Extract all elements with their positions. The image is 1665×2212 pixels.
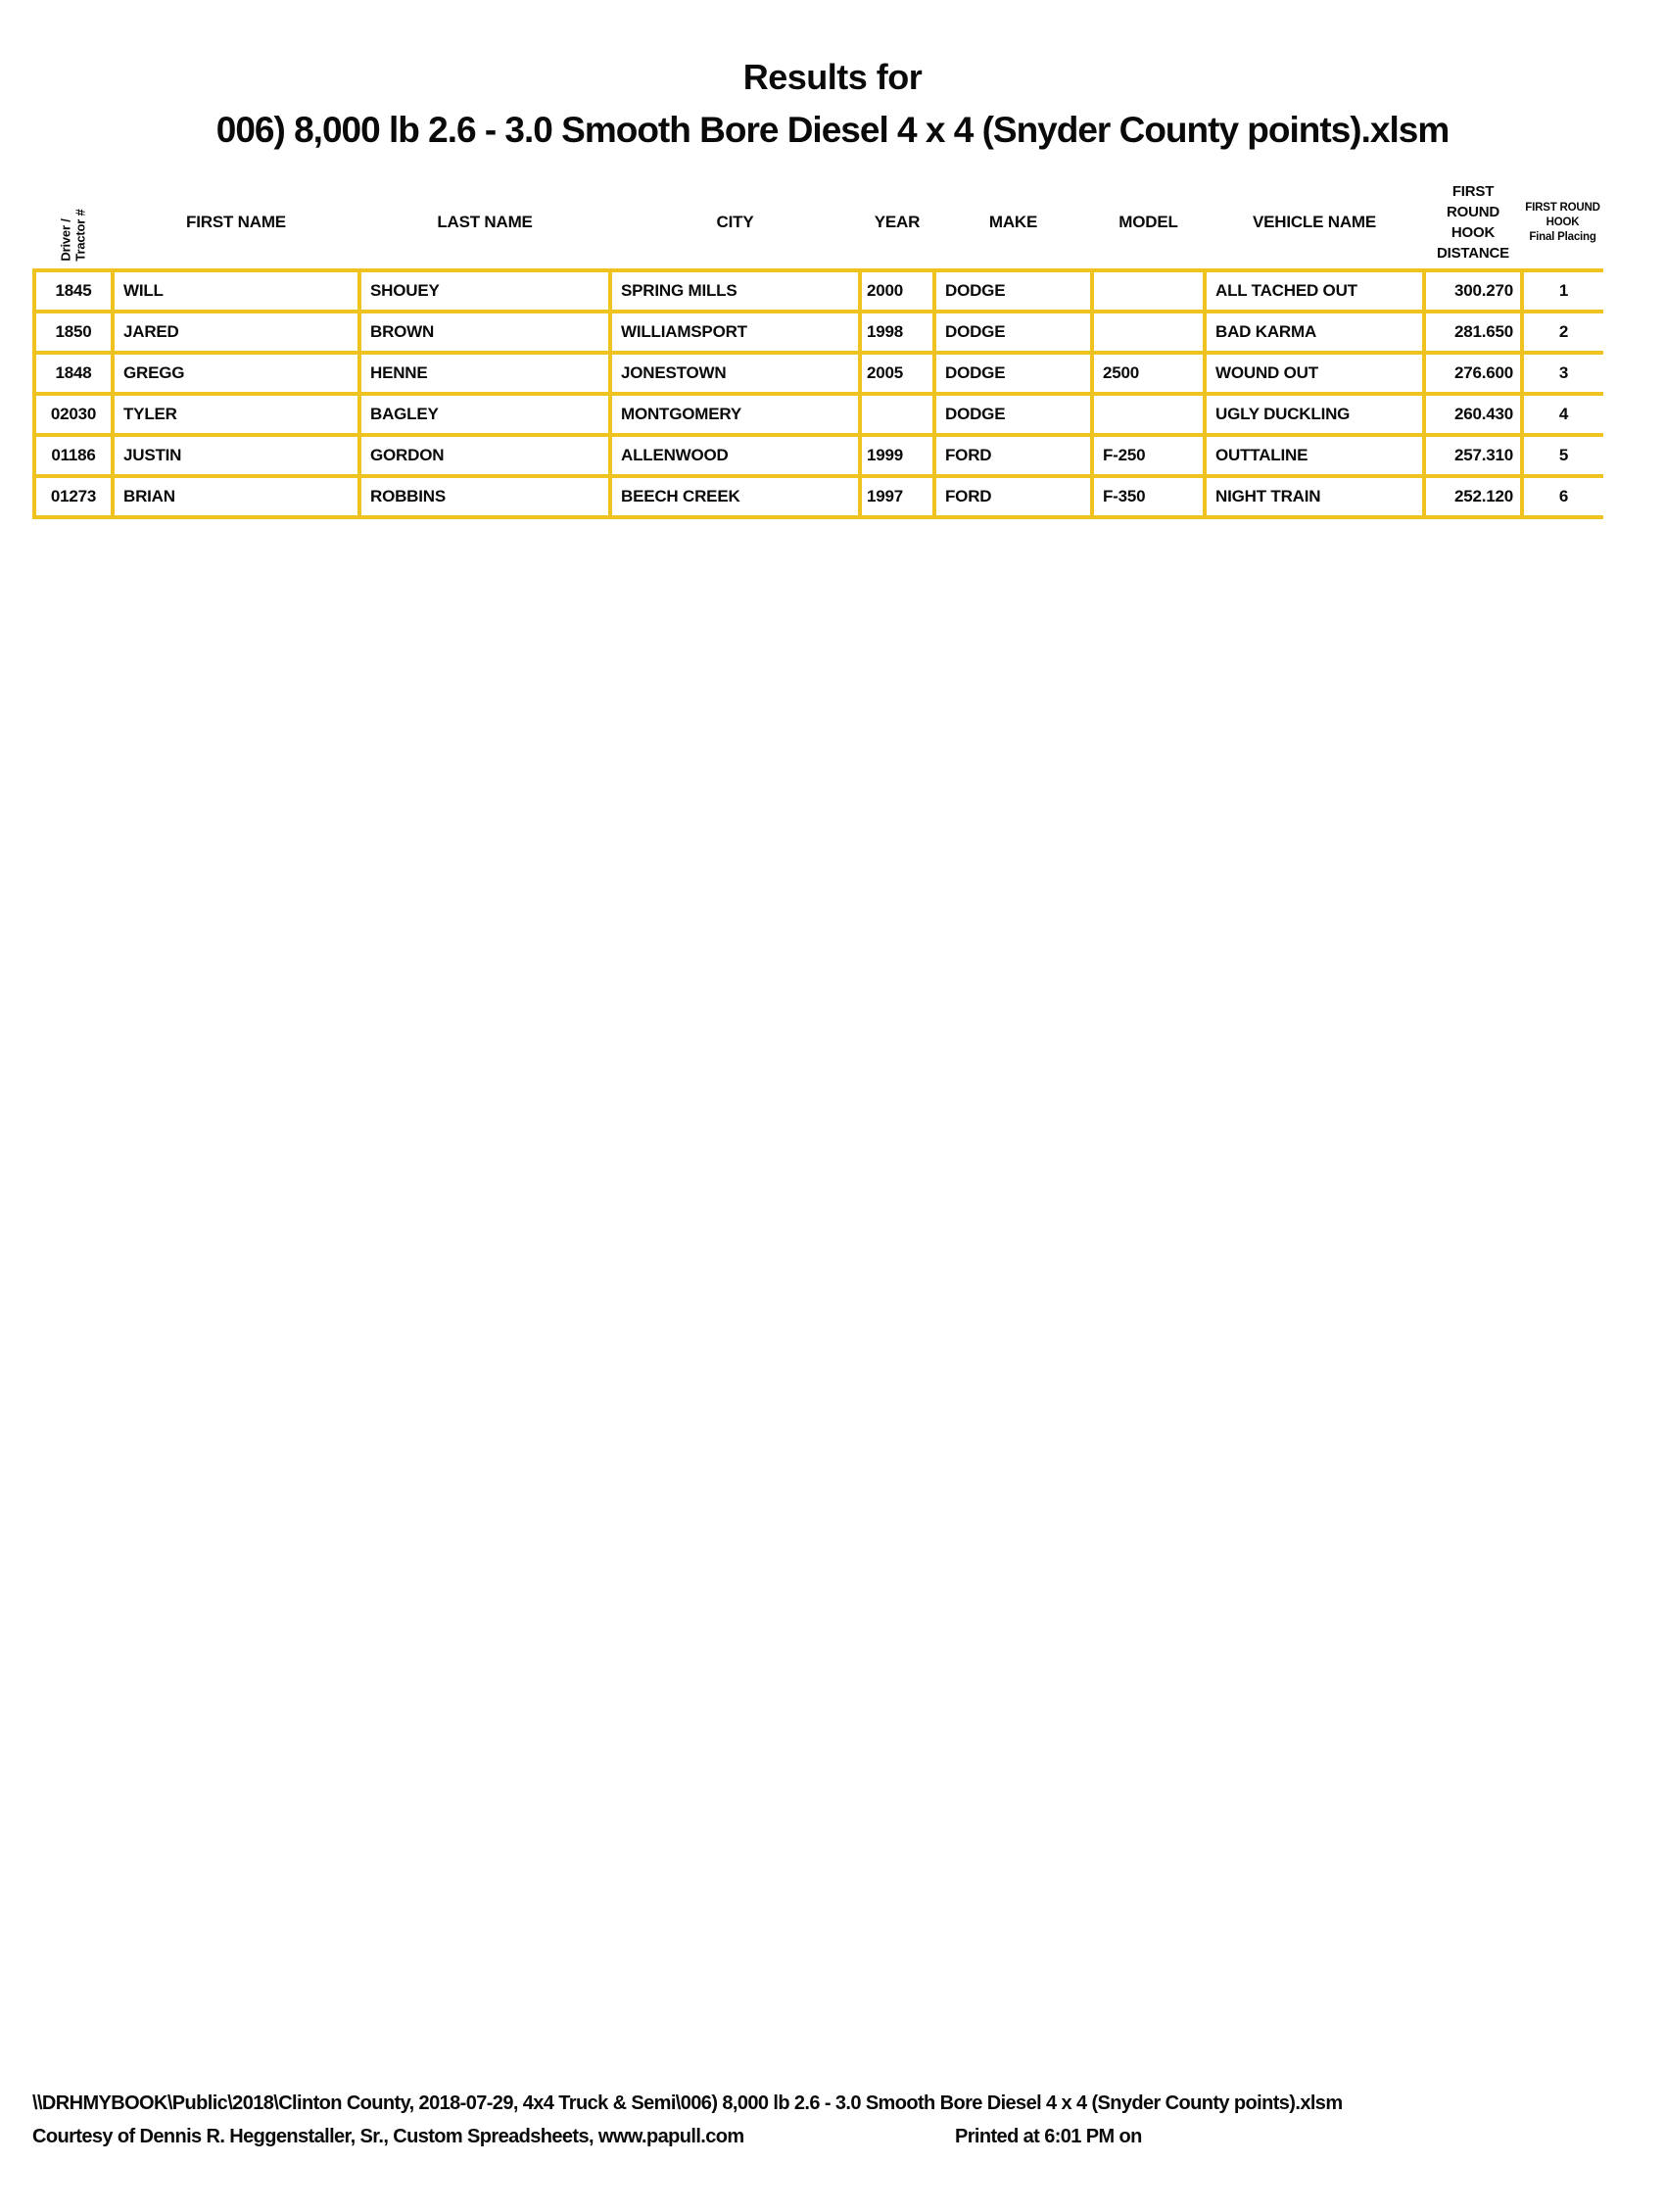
cell-placing: 4 bbox=[1522, 394, 1603, 435]
driver-label-line1: Driver / bbox=[59, 218, 73, 262]
cell-distance: 276.600 bbox=[1424, 353, 1522, 394]
cell-placing: 5 bbox=[1522, 435, 1603, 476]
cell-year: 2005 bbox=[860, 353, 934, 394]
cell-last: HENNE bbox=[359, 353, 610, 394]
cell-distance: 260.430 bbox=[1424, 394, 1522, 435]
cell-driver: 01273 bbox=[34, 476, 113, 517]
distance-header-line1: FIRST bbox=[1451, 183, 1495, 200]
distance-header-line3: HOOK bbox=[1451, 224, 1496, 241]
header-vehicle-name: VEHICLE NAME bbox=[1252, 213, 1377, 231]
distance-header-line4: DISTANCE bbox=[1437, 245, 1509, 262]
cell-city: SPRING MILLS bbox=[610, 270, 860, 312]
cell-city: ALLENWOOD bbox=[610, 435, 860, 476]
placing-header-line2: HOOK bbox=[1546, 216, 1580, 228]
printed-results-page bbox=[0, 57, 1665, 2212]
header-city: CITY bbox=[716, 213, 754, 231]
cell-year: 1999 bbox=[860, 435, 934, 476]
cell-model: F-350 bbox=[1092, 476, 1205, 517]
table-row bbox=[34, 394, 1603, 435]
cell-vehicle: NIGHT TRAIN bbox=[1205, 476, 1424, 517]
cell-model: F-250 bbox=[1092, 435, 1205, 476]
header-last-name: LAST NAME bbox=[437, 213, 533, 231]
results-table-body bbox=[34, 270, 1603, 517]
cell-city: JONESTOWN bbox=[610, 353, 860, 394]
cell-model bbox=[1092, 312, 1205, 353]
cell-distance: 281.650 bbox=[1424, 312, 1522, 353]
cell-distance: 300.270 bbox=[1424, 270, 1522, 312]
cell-model bbox=[1092, 270, 1205, 312]
table-header-row bbox=[34, 176, 1603, 270]
cell-year: 1998 bbox=[860, 312, 934, 353]
cell-placing: 2 bbox=[1522, 312, 1603, 353]
placing-header-line1: FIRST ROUND bbox=[1525, 201, 1600, 214]
table-row bbox=[34, 435, 1603, 476]
cell-driver: 1850 bbox=[34, 312, 113, 353]
cell-first: TYLER bbox=[113, 394, 359, 435]
cell-year: 1997 bbox=[860, 476, 934, 517]
driver-label-line2: Tractor # bbox=[73, 209, 88, 262]
cell-make: DODGE bbox=[934, 394, 1092, 435]
results-table bbox=[32, 176, 1603, 519]
cell-first: WILL bbox=[113, 270, 359, 312]
footer-file-path: \\DRHMYBOOK\Public\2018\Clinton County, 2018-07-29, 4x4 Truck & Semi\006) 8,000 lb 2.6 - 3.0 Smooth Bore Diesel 4 x 4 (Snyder County points).xlsm bbox=[32, 2092, 1343, 2114]
cell-last: ROBBINS bbox=[359, 476, 610, 517]
cell-driver: 01186 bbox=[34, 435, 113, 476]
cell-make: FORD bbox=[934, 476, 1092, 517]
table-row bbox=[34, 270, 1603, 312]
cell-vehicle: ALL TACHED OUT bbox=[1205, 270, 1424, 312]
cell-placing: 6 bbox=[1522, 476, 1603, 517]
placing-header-line3: Final Placing bbox=[1529, 230, 1596, 243]
cell-model: 2500 bbox=[1092, 353, 1205, 394]
cell-distance: 257.310 bbox=[1424, 435, 1522, 476]
footer-printed-at: Printed at 6:01 PM on bbox=[955, 2126, 1142, 2147]
cell-driver: 1845 bbox=[34, 270, 113, 312]
cell-placing: 3 bbox=[1522, 353, 1603, 394]
header-final-placing bbox=[1522, 176, 1603, 270]
cell-city: WILLIAMSPORT bbox=[610, 312, 860, 353]
driver-tractor-rotated-label bbox=[59, 209, 88, 261]
header-first-name: FIRST NAME bbox=[186, 213, 286, 231]
cell-make: DODGE bbox=[934, 353, 1092, 394]
cell-driver: 02030 bbox=[34, 394, 113, 435]
cell-model bbox=[1092, 394, 1205, 435]
results-table-wrap bbox=[32, 176, 1601, 519]
header-make: MAKE bbox=[988, 213, 1038, 231]
cell-first: BRIAN bbox=[113, 476, 359, 517]
page-title: Results for bbox=[742, 57, 923, 97]
cell-year bbox=[860, 394, 934, 435]
footer-line2 bbox=[32, 2126, 1639, 2148]
header-model: MODEL bbox=[1118, 213, 1178, 231]
table-row bbox=[34, 312, 1603, 353]
header-year: YEAR bbox=[874, 213, 921, 231]
cell-first: JUSTIN bbox=[113, 435, 359, 476]
cell-distance: 252.120 bbox=[1424, 476, 1522, 517]
cell-driver: 1848 bbox=[34, 353, 113, 394]
cell-first: GREGG bbox=[113, 353, 359, 394]
cell-vehicle: OUTTALINE bbox=[1205, 435, 1424, 476]
cell-make: DODGE bbox=[934, 312, 1092, 353]
distance-header-line2: ROUND bbox=[1447, 204, 1499, 220]
cell-last: SHOUEY bbox=[359, 270, 610, 312]
cell-make: DODGE bbox=[934, 270, 1092, 312]
table-row bbox=[34, 476, 1603, 517]
footer-courtesy: Courtesy of Dennis R. Heggenstaller, Sr., Custom Spreadsheets, www.papull.com bbox=[32, 2126, 744, 2147]
cell-first: JARED bbox=[113, 312, 359, 353]
cell-last: GORDON bbox=[359, 435, 610, 476]
cell-vehicle: BAD KARMA bbox=[1205, 312, 1424, 353]
header-driver-tractor bbox=[34, 176, 113, 270]
cell-year: 2000 bbox=[860, 270, 934, 312]
cell-vehicle: WOUND OUT bbox=[1205, 353, 1424, 394]
page-subtitle: 006) 8,000 lb 2.6 - 3.0 Smooth Bore Diesel 4 x 4 (Snyder County points).xlsm bbox=[215, 110, 1450, 150]
cell-last: BAGLEY bbox=[359, 394, 610, 435]
cell-make: FORD bbox=[934, 435, 1092, 476]
table-row bbox=[34, 353, 1603, 394]
cell-placing: 1 bbox=[1522, 270, 1603, 312]
cell-vehicle: UGLY DUCKLING bbox=[1205, 394, 1424, 435]
cell-last: BROWN bbox=[359, 312, 610, 353]
cell-city: BEECH CREEK bbox=[610, 476, 860, 517]
header-first-round-hook-distance bbox=[1424, 176, 1522, 270]
cell-city: MONTGOMERY bbox=[610, 394, 860, 435]
